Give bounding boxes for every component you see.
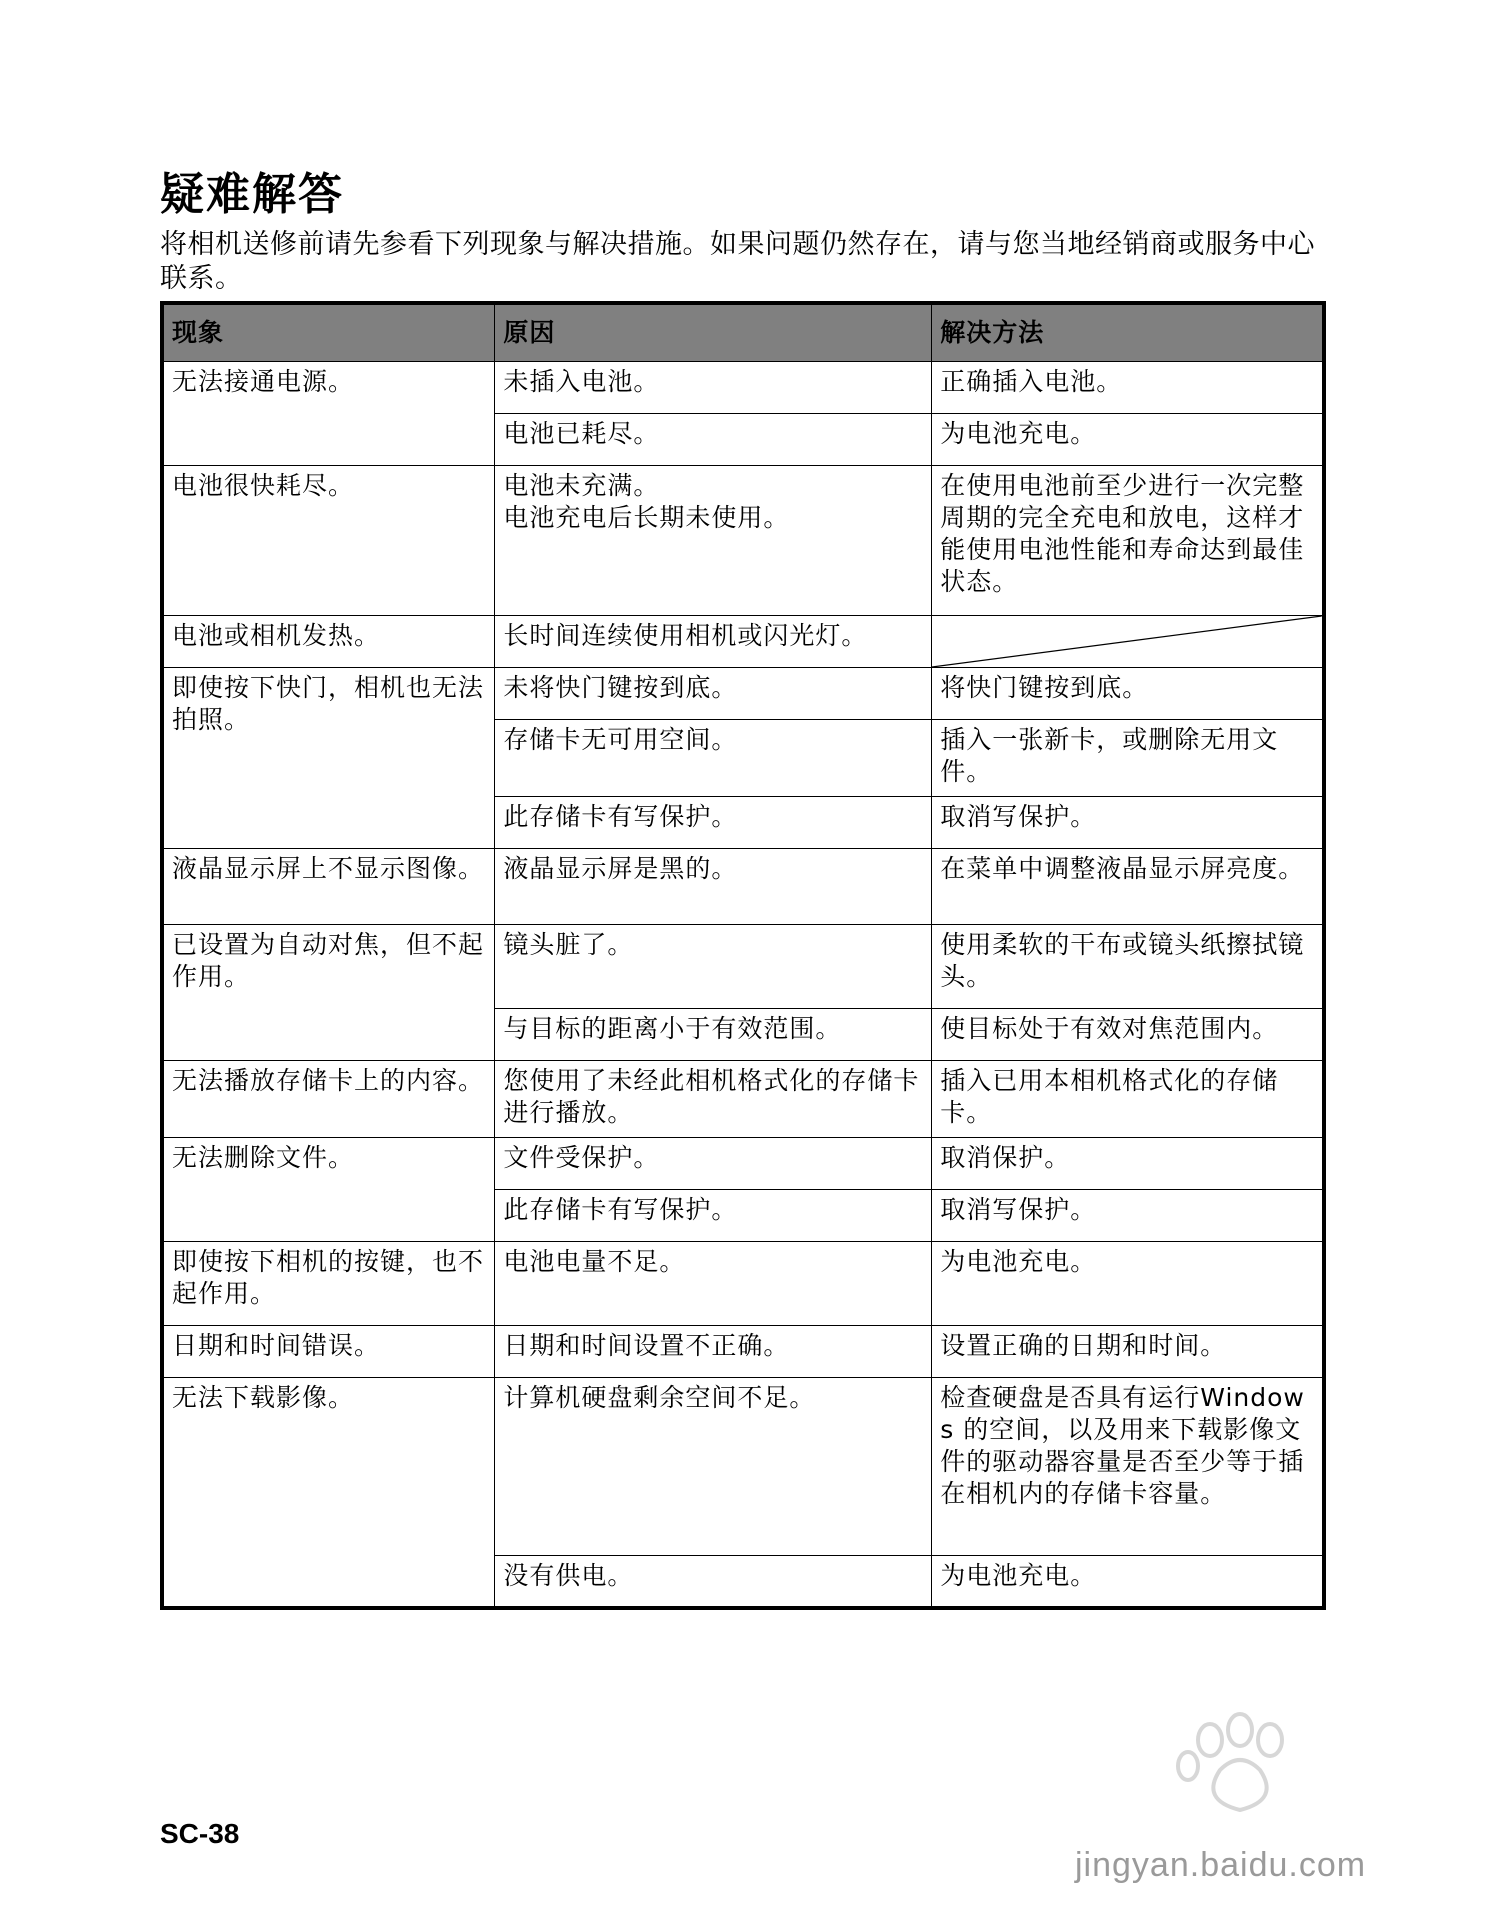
solution-cell: 取消写保护。: [932, 797, 1324, 849]
symptom-cell: 无法下载影像。: [162, 1378, 495, 1608]
table-row: [162, 1326, 1324, 1378]
cause-cell: 电池已耗尽。: [495, 414, 932, 466]
solution-cell: 在菜单中调整液晶显示屏亮度。: [932, 849, 1324, 925]
symptom-cell: 已设置为自动对焦，但不起作用。: [162, 925, 495, 1061]
page-number: SC-38: [160, 1818, 240, 1849]
table-row: [162, 362, 1324, 414]
cause-cell: 没有供电。: [495, 1556, 932, 1608]
cause-cell: 此存储卡有写保护。: [495, 797, 932, 849]
table-row: [162, 849, 1324, 925]
header-symptom: 现象: [162, 303, 495, 362]
cause-cell: 未插入电池。: [495, 362, 932, 414]
table-row: [162, 668, 1324, 720]
cause-cell: 未将快门键按到底。: [495, 668, 932, 720]
solution-cell: 为电池充电。: [932, 414, 1324, 466]
cause-cell: 与目标的距离小于有效范围。: [495, 1009, 932, 1061]
symptom-cell: 电池或相机发热。: [162, 616, 495, 668]
diagonal-slash: [932, 616, 1322, 667]
cause-cell: 电池电量不足。: [495, 1242, 932, 1326]
page-title: 疑难解答: [160, 169, 344, 220]
table-row: [162, 1242, 1324, 1326]
solution-cell: 使用柔软的干布或镜头纸擦拭镜头。: [932, 925, 1324, 1009]
solution-cell: 将快门键按到底。: [932, 668, 1324, 720]
cause-cell: 电池未充满。 电池充电后长期未使用。: [495, 466, 932, 616]
table-row: [162, 1138, 1324, 1190]
symptom-cell: 无法接通电源。: [162, 362, 495, 466]
cause-cell: 此存储卡有写保护。: [495, 1190, 932, 1242]
symptom-cell: 液晶显示屏上不显示图像。: [162, 849, 495, 925]
cause-cell: 镜头脏了。: [495, 925, 932, 1009]
table-body: [162, 362, 1324, 1608]
solution-cell: 在使用电池前至少进行一次完整周期的完全充电和放电，这样才能使用电池性能和寿命达到最佳状态。: [932, 466, 1324, 616]
solution-cell: 检查硬盘是否具有运行Windows 的空间，以及用来下载影像文件的驱动器容量是否至少等于插在相机内的存储卡容量。: [932, 1378, 1324, 1556]
empty-solution-cell: [932, 616, 1324, 668]
solution-cell: 为电池充电。: [932, 1242, 1324, 1326]
cause-cell: 计算机硬盘剩余空间不足。: [495, 1378, 932, 1556]
cause-cell: 液晶显示屏是黑的。: [495, 849, 932, 925]
solution-cell: 取消写保护。: [932, 1190, 1324, 1242]
table-row: [162, 616, 1324, 668]
table-row: [162, 466, 1324, 616]
table-header-row: [162, 303, 1324, 362]
symptom-cell: 电池很快耗尽。: [162, 466, 495, 616]
symptom-cell: 无法播放存储卡上的内容。: [162, 1061, 495, 1138]
intro-paragraph: 将相机送修前请先参看下列现象与解决措施。如果问题仍然存在，请与您当地经销商或服务中心联系。: [160, 229, 1315, 294]
troubleshooting-table: [160, 301, 1326, 1610]
cause-cell: 存储卡无可用空间。: [495, 720, 932, 797]
solution-cell: 插入已用本相机格式化的存储卡。: [932, 1061, 1324, 1138]
symptom-cell: 即使按下相机的按键，也不起作用。: [162, 1242, 495, 1326]
header-solution: 解决方法: [932, 303, 1324, 362]
cause-cell: 长时间连续使用相机或闪光灯。: [495, 616, 932, 668]
solution-cell: 为电池充电。: [932, 1556, 1324, 1608]
solution-cell: 取消保护。: [932, 1138, 1324, 1190]
table-row: [162, 1061, 1324, 1138]
watermark-domain: jingyan.baidu.com: [1075, 1846, 1367, 1884]
table-row: [162, 1378, 1324, 1556]
header-cause: 原因: [495, 303, 932, 362]
solution-cell: 设置正确的日期和时间。: [932, 1326, 1324, 1378]
cause-cell: 文件受保护。: [495, 1138, 932, 1190]
table-row: [162, 925, 1324, 1009]
solution-cell: 正确插入电池。: [932, 362, 1324, 414]
symptom-cell: 日期和时间错误。: [162, 1326, 495, 1378]
symptom-cell: 无法删除文件。: [162, 1138, 495, 1242]
cause-cell: 您使用了未经此相机格式化的存储卡进行播放。: [495, 1061, 932, 1138]
solution-cell: 使目标处于有效对焦范围内。: [932, 1009, 1324, 1061]
solution-cell: 插入一张新卡，或删除无用文件。: [932, 720, 1324, 797]
symptom-cell: 即使按下快门，相机也无法拍照。: [162, 668, 495, 849]
cause-cell: 日期和时间设置不正确。: [495, 1326, 932, 1378]
